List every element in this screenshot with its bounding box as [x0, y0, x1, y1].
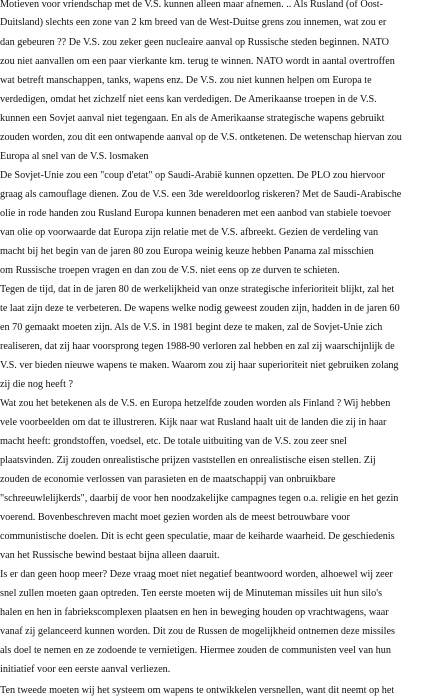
text-line: zouden worden, zou dit een ontwapende aanval op de V.S. ontketenen. De wetenschap hiervan zou — [0, 132, 402, 143]
text-line: en 70 gemaakt moeten zijn. Als de V.S. in 1981 begint deze te maken, zal de Sovjet-Unie zich — [0, 322, 383, 333]
text-line: verdedigen, omdat het zichzelf niet eens kan verdedigen. De Amerikaanse troepen in de V.S. — [0, 94, 377, 105]
text-line: wat betreft manschappen, tanks, wapens enz. De V.S. zou niet kunnen helpen om Europa te — [0, 75, 372, 86]
text-line: van olie op voorwaarde dat Europa zijn relatie met de V.S. afbreekt. Gezien de verdeling van — [0, 227, 379, 238]
text-line: kunnen een Sovjet aanval niet tegengaan. En als de Amerikaanse strategische wapens gebruikt — [0, 113, 385, 124]
text-line: zou niet aanvallen om een paar vierkante km. terug te winnen. NATO wordt in aantal overtroffen — [0, 56, 395, 67]
text-line: macht bij het begin van de jaren 80 zou Europa weinig keuze hebben Panama zal misschien — [0, 246, 374, 257]
text-line: initiatief voor een eerste aanval verliezen. — [0, 664, 171, 675]
text-line: macht heeft: grondstoffen, voedsel, etc. De totale uitbuiting van de V.S. zou zeer snel — [0, 436, 347, 447]
text-line: van het Russische bewind bestaat bijna alleen daaruit. — [0, 550, 220, 561]
text-line: vanaf zij gelanceerd kunnen worden. Dit zou de Russen de mogelijkheid ontnemen deze missiles — [0, 626, 395, 637]
text-line: als doel te nemen en ze zodoende te vernietigen. Hiermee zouden de communisten veel van hun — [0, 645, 391, 656]
text-line: plaatsvinden. Zij zouden onrealistische prijzen vaststellen en onrealistische eisen stellen. Zij — [0, 455, 376, 466]
text-line: te laat zijn deze te verbeteren. De wapens welke nodig geweest zouden zijn, hadden in de jaren 60 — [0, 303, 400, 314]
text-line: vele voorbeelden om dat te illustreren. Kijk naar wat Rusland haalt uit de landen die zij in haar — [0, 417, 387, 428]
text-line: De Sovjet-Unie zou een "coup d'etat" op Saudi-Arabië kunnen opzetten. De PLO zou hiervoor — [0, 170, 385, 181]
text-line: Is er dan geen hoop meer? Deze vraag moet niet negatief beantwoord worden, alhoewel wij zeer — [0, 569, 393, 580]
text-line: "schreeuwlelijkerds", daarbij de voor hen noodzakelijke campagnes tegen o.a. religie en het gezin — [0, 493, 399, 504]
text-line: V.S. ver bieden nieuwe wapens te maken. Waarom zou zij haar superioriteit niet gebruiken zolang — [0, 360, 399, 371]
text-line: voerend. Bovenbeschreven macht moet gezien worden als de meest betrouwbare voor — [0, 512, 350, 523]
text-line: Europa al snel van de V.S. losmaken — [0, 151, 149, 162]
text-line: graag als camouflage dienen. Zou de V.S. een 3de wereldoorlog riskeren? Met de Saudi-Arabische — [0, 189, 402, 200]
text-line: Ten tweede moeten wij het systeem om wapens te ontwikkelen versnellen, want dit neemt op het — [0, 685, 395, 696]
text-line: om Russische troepen vragen en dan zou de V.S. niet eens op ze durven te schieten. — [0, 265, 340, 276]
text-line: Wat zou het betekenen als de V.S. en Europa hetzelfde zouden worden als Finland ? Wij hebben — [0, 398, 391, 409]
text-line: halen en hen in fabriekscomplexen plaatsen en hen in beweging houden op vrachtwagens, waar — [0, 607, 389, 618]
text-line: realiseren, dat zij haar voorsprong tegen 1988-90 verloren zal hebben en zal zij waarschijnlijk de — [0, 341, 395, 352]
text-line: zij die nog heeft ? — [0, 379, 73, 390]
text-line: zouden de economie verlossen van parasieten en de maatschappij van onbruikbare — [0, 474, 336, 485]
text-line: Motieven voor vriendschap met de V.S. kunnen alleen maar afnemen. .. Als Rusland (of Oost- — [0, 0, 383, 10]
text-line: snel zullen moeten gaan optreden. Ten eerste moeten wij de Minuteman missiles uit hun silo's — [0, 588, 383, 599]
text-line: Tegen de tijd, dat in de jaren 80 de werkelijkheid van onze strategische inferioriteit blijkt, zal het — [0, 284, 395, 295]
text-line: Duitsland) slechts een zone van 2 km breed van de West-Duitse grens zou innemen, wat zou er — [0, 17, 387, 28]
text-line: communistische doelen. Dit is echt geen speculatie, maar de keiharde waarheid. De geschiedenis — [0, 531, 395, 542]
text-line: olie in rode handen zou Rusland Europa kunnen benaderen met een aanbod van stabiele toevoer — [0, 208, 391, 219]
text-line: dan gebeuren ?? De V.S. zou zeker geen nucleaire aanval op Russische steden beginnen. NATO — [0, 37, 389, 48]
